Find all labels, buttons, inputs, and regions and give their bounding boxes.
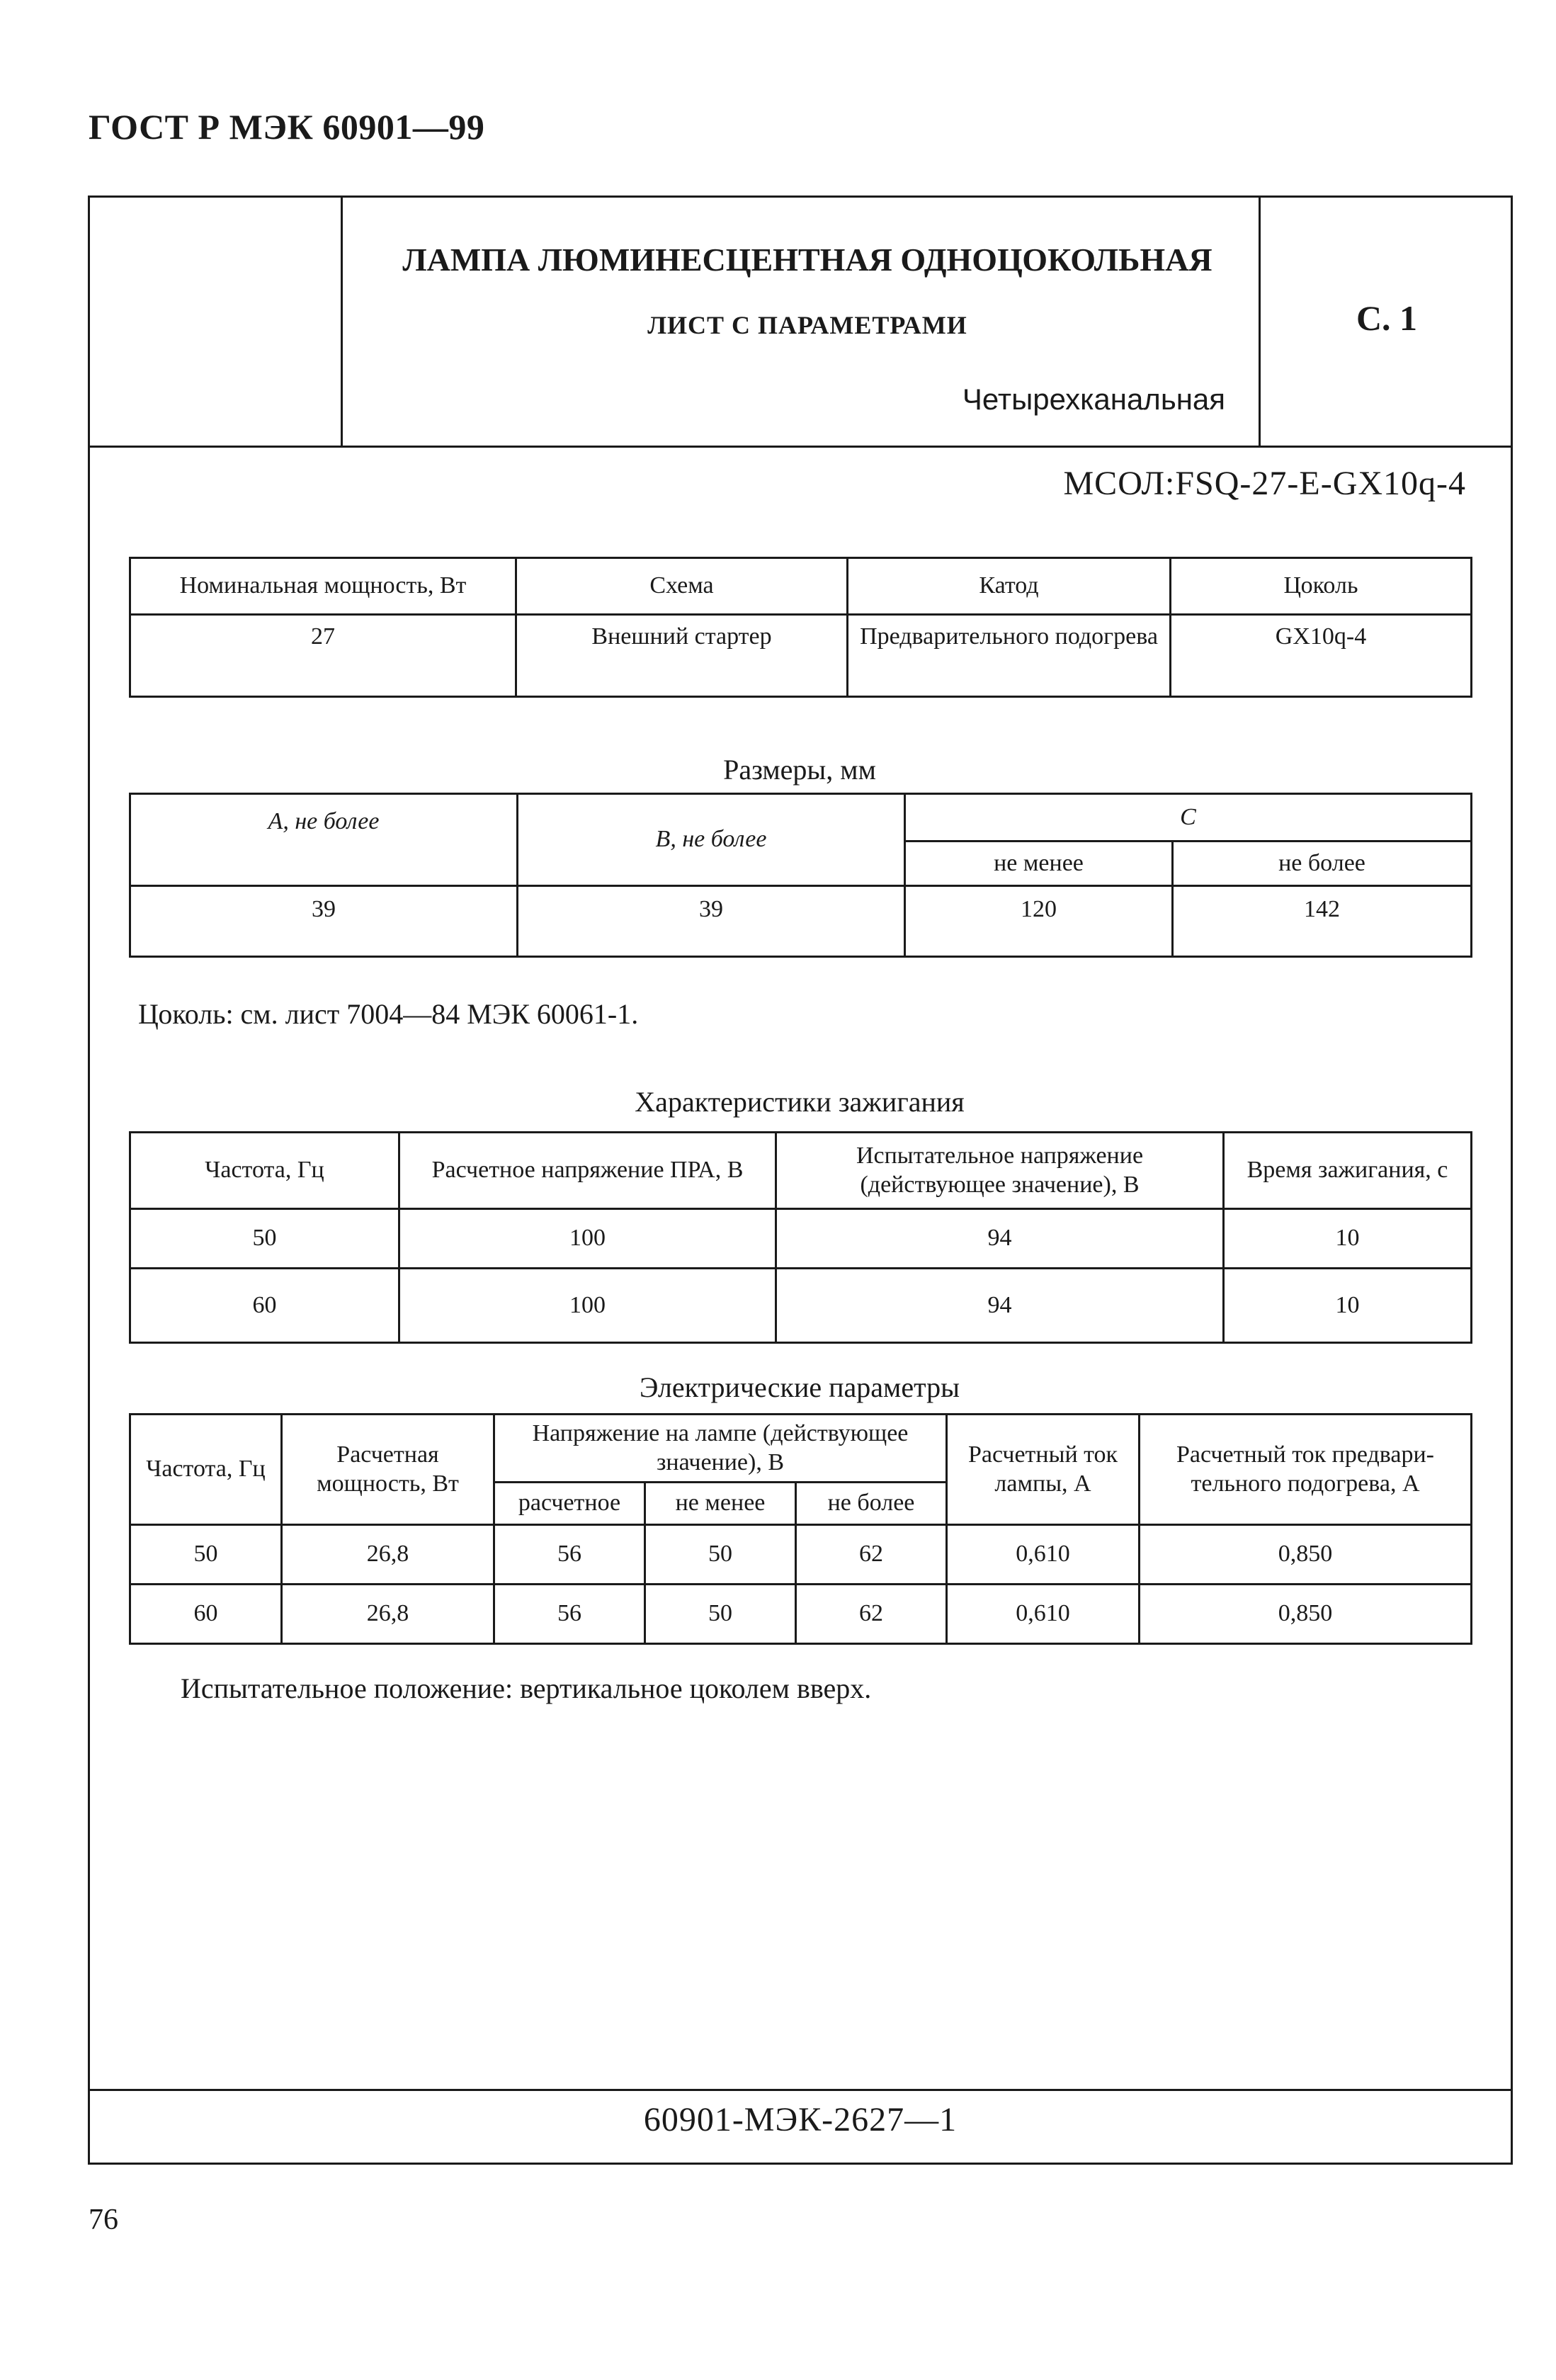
table-cell: 94 bbox=[776, 1269, 1224, 1343]
standard-header: ГОСТ Р МЭК 60901—99 bbox=[89, 107, 485, 147]
header-cell: Частота, Гц bbox=[130, 1415, 282, 1525]
dimensions-table bbox=[129, 793, 1472, 958]
table-cell: 120 bbox=[905, 886, 1173, 957]
test-position-note: Испытательное положение: вертикальное цоколем вверх. bbox=[181, 1672, 872, 1704]
header-cell: Схема bbox=[516, 558, 848, 615]
table-cell: Предварительного подогрева bbox=[848, 615, 1171, 697]
table-cell: 0,850 bbox=[1140, 1525, 1472, 1585]
table-row bbox=[130, 886, 1472, 957]
lamp-shape: Четырехканальная bbox=[962, 382, 1225, 416]
table-header-row bbox=[130, 794, 1472, 842]
table-cell: 56 bbox=[494, 1525, 645, 1585]
table-cell: 39 bbox=[130, 886, 518, 957]
title-block-divider bbox=[90, 446, 1511, 448]
header-cell: расчетное bbox=[494, 1483, 645, 1525]
table-cell: 10 bbox=[1224, 1269, 1472, 1343]
table-cell: GX10q-4 bbox=[1171, 615, 1472, 697]
table-cell: 0,850 bbox=[1140, 1585, 1472, 1644]
header-cell: Расчетная мощность, Вт bbox=[282, 1415, 494, 1525]
table-cell: 26,8 bbox=[282, 1525, 494, 1585]
sheet-subtitle: ЛИСТ С ПАРАМЕТРАМИ bbox=[647, 311, 967, 339]
cap-reference-note: Цоколь: см. лист 7004—84 МЭК 60061-1. bbox=[138, 998, 639, 1030]
table-header-row bbox=[130, 1133, 1472, 1209]
table-cell: Внешний стартер bbox=[516, 615, 848, 697]
table-cell: 26,8 bbox=[282, 1585, 494, 1644]
table-row bbox=[130, 615, 1472, 697]
header-cell: Расчетный ток лампы, А bbox=[947, 1415, 1140, 1525]
header-cell: Время зажигания, с bbox=[1224, 1133, 1472, 1209]
starting-caption: Характеристики зажигания bbox=[635, 1086, 965, 1118]
header-cell: Частота, Гц bbox=[130, 1133, 399, 1209]
lamp-title: ЛАМПА ЛЮМИНЕСЦЕНТНАЯ ОДНОЦОКОЛЬНАЯ bbox=[402, 242, 1213, 278]
header-cell: Номинальная мощность, Вт bbox=[130, 558, 516, 615]
header-cell bbox=[130, 794, 518, 886]
table-cell: 60 bbox=[130, 1269, 399, 1343]
dimension-c-label: C bbox=[1180, 803, 1196, 830]
dimension-b-label: B, не более bbox=[655, 826, 767, 853]
header-cell: не менее bbox=[645, 1483, 796, 1525]
main-params-table bbox=[129, 557, 1472, 698]
starting-table bbox=[129, 1131, 1472, 1344]
electrical-table bbox=[129, 1413, 1472, 1645]
dimension-a-label: A, не более bbox=[268, 808, 380, 834]
header-cell bbox=[905, 794, 1472, 842]
header-cell: Расчетный ток предвари-тельного подогрева, А bbox=[1140, 1415, 1472, 1525]
lamp-designation: МСОЛ:FSQ-27-E-GX10q-4 bbox=[1063, 465, 1466, 502]
table-cell: 50 bbox=[645, 1525, 796, 1585]
header-cell: не менее bbox=[905, 842, 1173, 886]
header-cell: Испытательное напряжение (действующее значение), В bbox=[776, 1133, 1224, 1209]
table-header-row bbox=[130, 558, 1472, 615]
table-row bbox=[130, 1525, 1472, 1585]
table-row bbox=[130, 1269, 1472, 1343]
table-cell: 50 bbox=[130, 1209, 399, 1269]
table-row bbox=[130, 1585, 1472, 1644]
table-cell: 100 bbox=[399, 1269, 776, 1343]
table-cell: 10 bbox=[1224, 1209, 1472, 1269]
table-cell: 0,610 bbox=[947, 1585, 1140, 1644]
header-cell: Катод bbox=[848, 558, 1171, 615]
table-cell: 39 bbox=[518, 886, 905, 957]
dimensions-caption: Размеры, мм bbox=[723, 754, 876, 786]
header-cell: Цоколь bbox=[1171, 558, 1472, 615]
header-cell: не более bbox=[1173, 842, 1472, 886]
sheet-number: С. 1 bbox=[1356, 298, 1418, 338]
table-cell: 94 bbox=[776, 1209, 1224, 1269]
table-cell: 62 bbox=[796, 1585, 947, 1644]
footer-divider bbox=[90, 2089, 1511, 2091]
table-cell: 50 bbox=[130, 1525, 282, 1585]
table-row bbox=[130, 1209, 1472, 1269]
table-cell: 142 bbox=[1173, 886, 1472, 957]
header-cell bbox=[518, 794, 905, 886]
table-cell: 27 bbox=[130, 615, 516, 697]
electrical-caption: Электрические параметры bbox=[640, 1371, 960, 1403]
table-cell: 100 bbox=[399, 1209, 776, 1269]
table-cell: 50 bbox=[645, 1585, 796, 1644]
table-cell: 0,610 bbox=[947, 1525, 1140, 1585]
table-cell: 62 bbox=[796, 1525, 947, 1585]
table-cell: 56 bbox=[494, 1585, 645, 1644]
sheet-code: 60901-МЭК-2627—1 bbox=[643, 2101, 958, 2138]
header-cell: Расчетное напряжение ПРА, В bbox=[399, 1133, 776, 1209]
page-number: 76 bbox=[89, 2204, 118, 2236]
table-header-row bbox=[130, 1415, 1472, 1483]
header-cell: не более bbox=[796, 1483, 947, 1525]
table-cell: 60 bbox=[130, 1585, 282, 1644]
header-cell: Напряжение на лампе (действующее значение), В bbox=[494, 1415, 947, 1483]
